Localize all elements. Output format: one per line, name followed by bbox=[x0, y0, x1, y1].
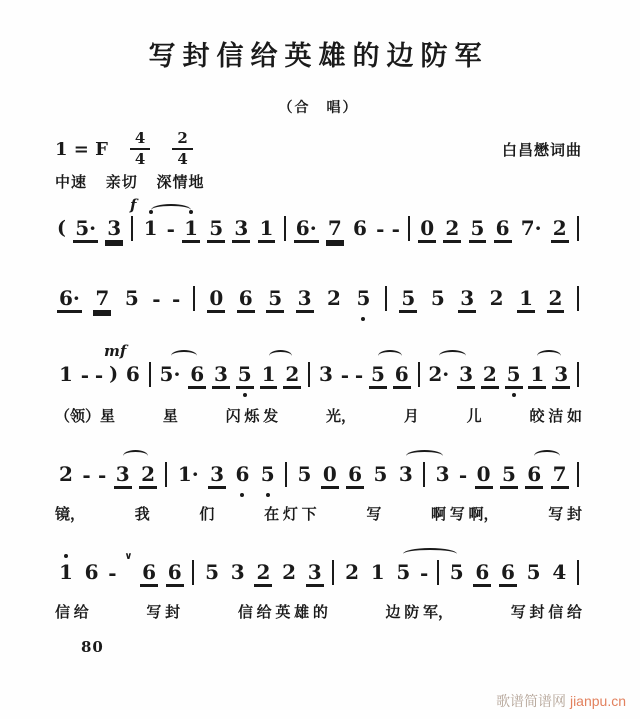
lyric-group: 写 封 信 给 bbox=[510, 605, 582, 621]
duration-dash: - bbox=[172, 287, 181, 311]
note: 2 bbox=[285, 362, 300, 386]
note: 7 bbox=[552, 462, 567, 486]
slur-arc bbox=[151, 204, 191, 216]
tempo-marking bbox=[55, 171, 582, 192]
note: 6 bbox=[142, 560, 157, 584]
note: 6 bbox=[125, 362, 140, 386]
duration-dash: - bbox=[458, 463, 468, 487]
breath-mark-icon: ∨ bbox=[124, 551, 133, 562]
lyric-group: 我 bbox=[134, 507, 150, 523]
note: 7 bbox=[327, 216, 342, 240]
barline bbox=[577, 286, 579, 311]
note: 2· bbox=[428, 362, 450, 386]
note: 2 bbox=[489, 286, 504, 310]
note: 3 bbox=[398, 462, 413, 486]
lyric-group: 信 给 bbox=[55, 605, 89, 621]
note: 2 bbox=[552, 216, 567, 240]
key-signature: 1 = F bbox=[55, 138, 108, 160]
note: 1 bbox=[184, 216, 199, 240]
note: 6 bbox=[475, 560, 490, 584]
note: 5 bbox=[373, 462, 388, 486]
duration-dash: - bbox=[391, 217, 400, 241]
lyric-group: 月 bbox=[403, 409, 419, 425]
note: 5 bbox=[209, 216, 224, 240]
lyric-group: 信 给 英 雄 的 bbox=[237, 605, 328, 621]
lyric-group: 写 封 bbox=[548, 507, 582, 523]
note: 5· bbox=[75, 216, 97, 240]
time-signature-denominator: 4 bbox=[134, 150, 146, 168]
barline bbox=[577, 216, 579, 241]
note: 6 bbox=[348, 462, 363, 486]
note: 5 bbox=[470, 216, 485, 240]
note: 1· bbox=[177, 462, 199, 486]
time-signature-2 bbox=[172, 130, 192, 169]
music-line bbox=[55, 198, 582, 254]
note: 2 bbox=[445, 216, 460, 240]
barline bbox=[408, 216, 410, 241]
barline bbox=[165, 462, 167, 487]
lyrics-line bbox=[55, 602, 582, 624]
note: 3 bbox=[214, 362, 228, 386]
barline bbox=[332, 560, 334, 585]
note: 5 bbox=[268, 286, 283, 310]
page-footer bbox=[55, 638, 582, 657]
note: 6 bbox=[190, 362, 205, 386]
rest-note: 0 bbox=[476, 462, 491, 486]
music-line bbox=[55, 344, 582, 400]
barline bbox=[437, 560, 439, 585]
barline bbox=[285, 462, 287, 487]
note: 5 bbox=[430, 286, 445, 310]
duration-dash: - bbox=[98, 463, 107, 487]
barline bbox=[385, 286, 387, 311]
slur-arc bbox=[269, 350, 292, 362]
note: 5 bbox=[237, 362, 252, 386]
tempo-word: 亲切 bbox=[105, 175, 138, 191]
note: 3 bbox=[307, 560, 322, 584]
music-line bbox=[55, 268, 582, 324]
lyrics-line bbox=[55, 504, 582, 526]
time-signature-numerator: 2 bbox=[172, 130, 192, 150]
lyric-group: 啊 写 啊， bbox=[431, 507, 499, 523]
composer-credit: 白昌懋词曲 bbox=[501, 142, 582, 159]
watermark-site-url: jianpu.cn bbox=[569, 693, 626, 709]
note: 6· bbox=[59, 286, 80, 310]
lyric-group: 在 灯 下 bbox=[264, 507, 317, 523]
watermark-site-name: 歌谱简谱网 bbox=[496, 693, 567, 709]
note: 1 bbox=[530, 362, 545, 386]
note: 7 bbox=[95, 286, 110, 310]
music-line bbox=[55, 542, 582, 598]
note: 5 bbox=[396, 560, 411, 584]
lyric-group: 皎 洁 如 bbox=[529, 409, 582, 425]
duration-dash: - bbox=[80, 363, 90, 387]
barline bbox=[284, 216, 286, 241]
note: 2 bbox=[548, 286, 563, 310]
note: 3 bbox=[460, 286, 475, 310]
rest-note: 0 bbox=[322, 462, 337, 486]
note: 5 bbox=[356, 286, 371, 310]
note: 1 bbox=[519, 286, 533, 310]
slur-arc bbox=[171, 350, 198, 362]
lyric-group: 闪 烁 发 bbox=[225, 409, 279, 425]
lyric-group: 写 bbox=[366, 507, 382, 523]
watermark bbox=[496, 691, 626, 711]
tempo-word: 中速 bbox=[55, 175, 88, 191]
time-signature-denominator: 4 bbox=[177, 150, 188, 168]
note: 6 bbox=[495, 216, 510, 240]
duration-dash: - bbox=[152, 287, 161, 311]
tempo-word: 深情地 bbox=[156, 175, 205, 191]
duration-dash: - bbox=[354, 363, 364, 387]
time-signature-1 bbox=[130, 130, 150, 169]
barline bbox=[308, 362, 310, 387]
note: 1 bbox=[59, 560, 73, 584]
note: 1 bbox=[261, 362, 276, 386]
lyric-group: 写 封 bbox=[146, 605, 181, 621]
note: 5 bbox=[526, 560, 541, 584]
barline bbox=[192, 560, 194, 585]
note: 2 bbox=[141, 462, 156, 486]
slur-arc bbox=[403, 548, 457, 560]
note: 2 bbox=[345, 560, 359, 584]
slur-arc bbox=[123, 450, 148, 462]
note: 5· bbox=[159, 362, 181, 386]
dynamic-marking: mf bbox=[104, 342, 127, 360]
note: 2 bbox=[482, 362, 497, 386]
note: 3 bbox=[554, 362, 569, 386]
note: 5 bbox=[205, 560, 220, 584]
note: 4 bbox=[552, 560, 567, 584]
note: 1 bbox=[59, 362, 73, 386]
slur-arc bbox=[378, 350, 402, 362]
note: 7· bbox=[520, 216, 542, 240]
barline bbox=[418, 362, 420, 387]
duration-dash: - bbox=[82, 463, 91, 487]
note: 5 bbox=[449, 560, 464, 584]
barline bbox=[577, 362, 579, 387]
note: 3 bbox=[234, 216, 249, 240]
barline bbox=[423, 462, 425, 487]
lyrics-line bbox=[55, 406, 582, 428]
slur-arc bbox=[439, 350, 467, 362]
lyric-group: 光， bbox=[325, 409, 356, 425]
note: 6 bbox=[394, 362, 409, 386]
note: 3 bbox=[318, 362, 333, 386]
duration-dash: - bbox=[420, 561, 429, 585]
duration-dash: - bbox=[376, 217, 385, 241]
slur-arc bbox=[537, 350, 561, 362]
note: 3 bbox=[115, 462, 130, 486]
note: 1 bbox=[259, 216, 274, 240]
note: 5 bbox=[124, 286, 139, 310]
note: 6 bbox=[527, 462, 542, 486]
note: 3 bbox=[210, 462, 225, 486]
barline bbox=[193, 286, 195, 311]
dynamic-marking: f bbox=[130, 196, 137, 214]
rest-note: 0 bbox=[209, 286, 224, 310]
note: 5 bbox=[260, 462, 275, 486]
note: 3 bbox=[230, 560, 245, 584]
duration-dash: - bbox=[166, 217, 175, 241]
note: 5 bbox=[401, 286, 416, 310]
note: 6 bbox=[235, 462, 250, 486]
song-title: 写封信给英雄的边防军 bbox=[148, 41, 489, 72]
note: 6 bbox=[167, 560, 182, 584]
slur-arc bbox=[534, 450, 560, 462]
rest-note: 0 bbox=[420, 216, 435, 240]
note: 6· bbox=[295, 216, 317, 240]
duration-dash: - bbox=[108, 561, 117, 585]
lyric-group: 边 防 军， bbox=[385, 605, 454, 621]
parenthesis: ( bbox=[57, 217, 66, 240]
note: 6 bbox=[84, 560, 99, 584]
lyric-group: 们 bbox=[199, 507, 215, 523]
page-number: 80 bbox=[81, 638, 104, 656]
barline bbox=[577, 560, 579, 585]
parenthesis: ) bbox=[109, 363, 119, 386]
time-signature-numerator: 4 bbox=[130, 130, 150, 150]
subtitle-chorus: （合 唱） bbox=[278, 101, 359, 116]
duration-dash: - bbox=[94, 363, 104, 387]
note: 2 bbox=[327, 286, 341, 310]
lyric-group: 儿 bbox=[466, 409, 482, 425]
note: 5 bbox=[297, 462, 312, 486]
barline bbox=[149, 362, 151, 387]
note: 1 bbox=[143, 216, 158, 240]
slur-arc bbox=[406, 450, 443, 462]
note: 2 bbox=[282, 560, 296, 584]
note: 2 bbox=[59, 462, 73, 486]
note: 3 bbox=[459, 362, 474, 386]
music-line bbox=[55, 444, 582, 500]
lyric-group: 镜， bbox=[55, 507, 86, 523]
note: 3 bbox=[435, 462, 450, 486]
lyric-group: 星 bbox=[162, 409, 178, 425]
note: 6 bbox=[238, 286, 253, 310]
barline bbox=[577, 462, 579, 487]
note: 5 bbox=[506, 362, 521, 386]
note: 5 bbox=[501, 462, 516, 486]
note: 5 bbox=[371, 362, 385, 386]
duration-dash: - bbox=[340, 363, 350, 387]
note: 3 bbox=[107, 216, 122, 240]
key-row bbox=[55, 129, 582, 169]
barline bbox=[131, 216, 133, 241]
note: 6 bbox=[501, 560, 515, 584]
note: 1 bbox=[370, 560, 385, 584]
note: 2 bbox=[256, 560, 271, 584]
note: 6 bbox=[352, 216, 367, 240]
lyric-group: （领）星 bbox=[55, 409, 116, 425]
note: 3 bbox=[297, 286, 312, 310]
